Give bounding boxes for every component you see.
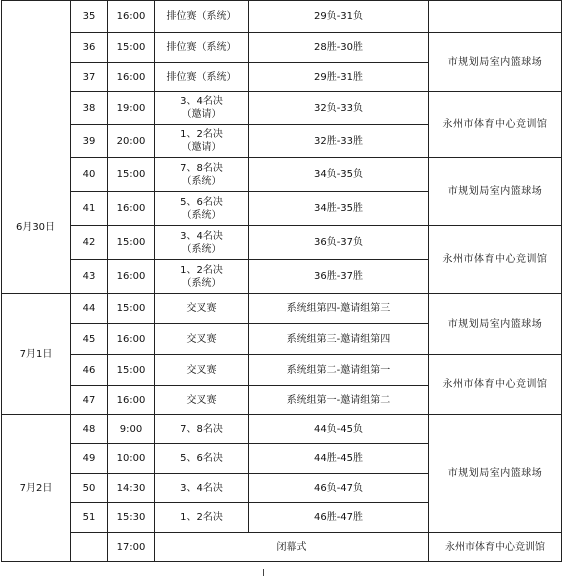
match-number: 48	[71, 415, 108, 444]
match-type	[155, 125, 249, 158]
match-type: 排位赛（系统）	[155, 1, 249, 33]
match-type: 交叉赛	[155, 294, 249, 324]
match-time: 16:00	[108, 260, 155, 294]
match-pairing: 46负-47负	[249, 474, 429, 503]
page-divider-mark	[263, 569, 264, 576]
match-type-line2: （系统）	[181, 243, 222, 255]
match-time: 9:00	[108, 415, 155, 444]
match-number: 36	[71, 33, 108, 63]
match-type	[155, 158, 249, 192]
table-row-closing	[2, 533, 562, 562]
match-type-line2: （邀请）	[181, 109, 222, 120]
match-type	[155, 226, 249, 260]
match-number: 51	[71, 503, 108, 533]
table-row	[2, 92, 562, 125]
match-type-line1: 7、8名决	[180, 162, 223, 174]
match-time: 16:00	[108, 63, 155, 92]
match-number: 47	[71, 386, 108, 415]
match-time: 16:00	[108, 324, 155, 355]
date-cell-630: 6月30日	[15, 222, 56, 233]
match-number: 38	[71, 92, 108, 125]
match-time: 15:30	[108, 503, 155, 533]
match-number: 45	[71, 324, 108, 355]
match-pairing: 系统组第四-邀请组第三	[249, 294, 429, 324]
match-pairing: 46胜-47胜	[249, 503, 429, 533]
match-pairing: 44负-45负	[249, 415, 429, 444]
match-pairing: 28胜-30胜	[249, 33, 429, 63]
match-number: 43	[71, 260, 108, 294]
match-type: 7、8名决	[155, 415, 249, 444]
match-type-line2: （系统）	[181, 209, 222, 221]
match-time: 14:30	[108, 474, 155, 503]
table-row	[2, 33, 562, 63]
match-pairing: 32负-33负	[249, 92, 429, 125]
venue-planning-bureau: 市规划局室内篮球场	[429, 415, 562, 533]
match-number: 46	[71, 355, 108, 386]
match-pairing: 29负-31负	[249, 1, 429, 33]
match-pairing: 系统组第三-邀请组第四	[249, 324, 429, 355]
match-time: 16:00	[108, 192, 155, 226]
table-row	[2, 355, 562, 386]
match-pairing: 34负-35负	[249, 158, 429, 192]
match-time: 10:00	[108, 444, 155, 474]
match-type: 1、2名决	[155, 503, 249, 533]
match-type-line2: （系统）	[181, 175, 222, 187]
table-row	[2, 158, 562, 192]
venue-planning-bureau: 市规划局室内篮球场	[429, 158, 562, 226]
match-number: 40	[71, 158, 108, 192]
match-pairing: 36负-37负	[249, 226, 429, 260]
venue-sports-center: 永州市体育中心竞训馆	[429, 355, 562, 415]
match-type: 排位赛（系统）	[155, 33, 249, 63]
match-type: 3、4名决	[155, 474, 249, 503]
venue-sports-center: 永州市体育中心竞训馆	[429, 226, 562, 294]
table-row	[2, 294, 562, 324]
match-pairing: 32胜-33胜	[249, 125, 429, 158]
schedule-table	[1, 0, 562, 562]
match-type: 交叉赛	[155, 324, 249, 355]
match-time: 15:00	[108, 355, 155, 386]
match-type-line1: 1、2名决	[180, 129, 223, 140]
table-row	[2, 226, 562, 260]
match-number: 39	[71, 125, 108, 158]
venue-planning-bureau: 市规划局室内篮球场	[429, 33, 562, 92]
match-number: 35	[71, 1, 108, 33]
match-pairing: 36胜-37胜	[249, 260, 429, 294]
venue-sports-center: 永州市体育中心竞训馆	[429, 92, 562, 158]
closing-ceremony: 闭幕式	[155, 533, 429, 562]
match-time: 20:00	[108, 125, 155, 158]
match-type-line1: 1、2名决	[180, 264, 223, 276]
match-type-line2: （系统）	[181, 277, 222, 289]
closing-time: 17:00	[108, 533, 155, 562]
match-pairing: 44胜-45胜	[249, 444, 429, 474]
match-number: 49	[71, 444, 108, 474]
match-number: 42	[71, 226, 108, 260]
match-number: 44	[71, 294, 108, 324]
date-cell: 7月1日	[2, 294, 71, 415]
match-time: 16:00	[108, 386, 155, 415]
match-pairing: 29胜-31胜	[249, 63, 429, 92]
date-cell: 7月2日	[2, 415, 71, 562]
match-pairing: 系统组第二-邀请组第一	[249, 355, 429, 386]
venue-cell-blank	[429, 1, 562, 33]
venue-sports-center: 永州市体育中心竞训馆	[429, 533, 562, 562]
match-type	[155, 92, 249, 125]
match-type	[155, 260, 249, 294]
match-pairing: 34胜-35胜	[249, 192, 429, 226]
match-type: 排位赛（系统）	[155, 63, 249, 92]
match-time: 19:00	[108, 92, 155, 125]
match-time: 15:00	[108, 226, 155, 260]
match-number: 37	[71, 63, 108, 92]
match-type: 交叉赛	[155, 386, 249, 415]
match-time: 16:00	[108, 1, 155, 33]
table-row	[2, 415, 562, 444]
match-type: 5、6名决	[155, 444, 249, 474]
match-type: 交叉赛	[155, 355, 249, 386]
match-time: 15:00	[108, 33, 155, 63]
match-time: 15:00	[108, 294, 155, 324]
match-type-line1: 5、6名决	[180, 196, 223, 208]
match-type	[155, 192, 249, 226]
match-number-blank	[71, 533, 108, 562]
match-number: 41	[71, 192, 108, 226]
match-pairing: 系统组第一-邀请组第二	[249, 386, 429, 415]
venue-planning-bureau: 市规划局室内篮球场	[429, 294, 562, 355]
match-number: 50	[71, 474, 108, 503]
match-type-line2: （邀请）	[181, 142, 222, 153]
match-time: 15:00	[108, 158, 155, 192]
date-cell-blank	[2, 1, 71, 294]
match-type-line1: 3、4名决	[180, 96, 223, 107]
match-type-line1: 3、4名决	[180, 230, 223, 242]
table-row	[2, 1, 562, 33]
